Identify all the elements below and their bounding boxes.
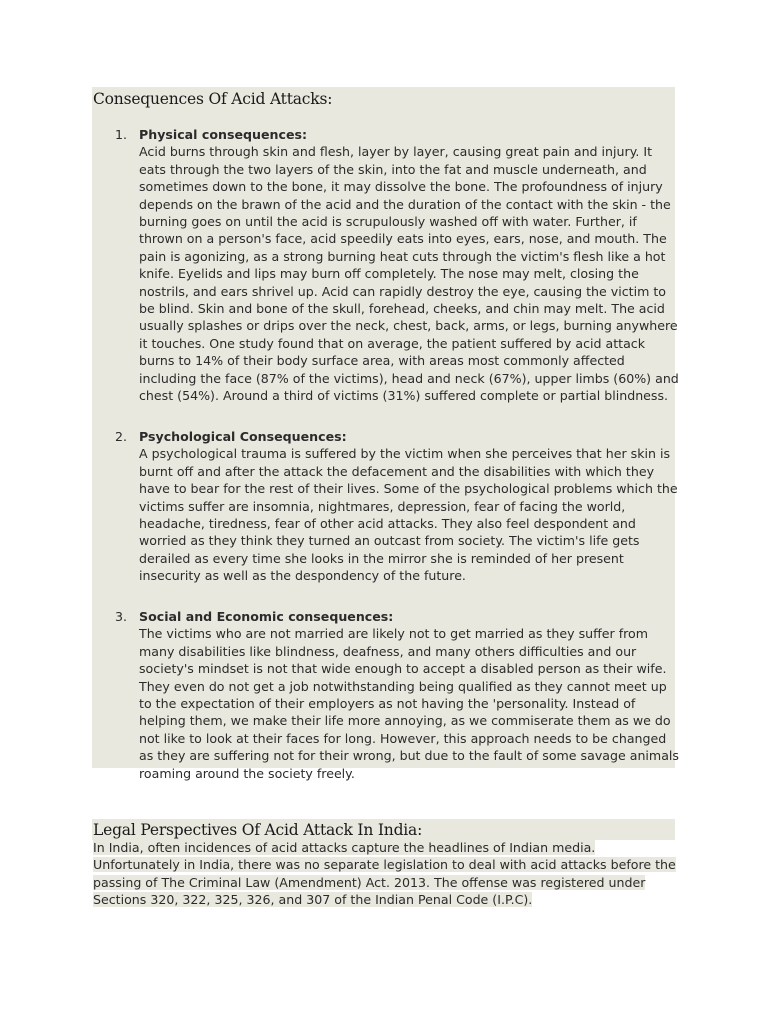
list-item-number: 1. <box>115 127 128 142</box>
consequences-heading: Consequences Of Acid Attacks: <box>93 90 333 108</box>
text-line: chest (54%). Around a third of victims (31%) suffered complete or partial blindness. <box>139 388 669 404</box>
list-item-title: Physical consequences: <box>139 127 308 142</box>
text-line: roaming around the society freely. <box>139 765 355 781</box>
text-line: to the expectation of their employers as not having the 'personality. Instead of <box>139 695 636 711</box>
text-line: headache, tiredness, fear of other acid attacks. They also feel despondent and <box>139 515 636 531</box>
legal-perspectives-heading: Legal Perspectives Of Acid Attack In India: <box>92 819 675 840</box>
text-line: burning goes on until the acid is scrupulously washed off with water. Further, if <box>139 214 637 230</box>
list-item-physical <box>92 120 679 405</box>
legal-paragraph <box>93 839 676 909</box>
text-line: Acid burns through skin and flesh, layer by layer, causing great pain and injury. It <box>139 144 653 160</box>
text-line: The victims who are not married are likely not to get married as they suffer from <box>139 626 649 642</box>
text-line: victims suffer are insomnia, nightmares, depression, fear of facing the world, <box>139 498 626 514</box>
text-line: depends on the brawn of the acid and the duration of the contact with the skin - the <box>139 196 671 212</box>
text-line: not like to look at their faces for long. However, this approach needs to be changed <box>139 730 667 746</box>
text-line: eats through the two layers of the skin, into the fat and muscle underneath, and <box>139 161 647 177</box>
text-line: sometimes down to the bone, it may dissolve the bone. The profoundness of injury <box>139 179 663 195</box>
consequences-list <box>92 120 679 782</box>
text-line: Sections 320, 322, 325, 326, and 307 of the Indian Penal Code (I.P.C). <box>93 892 533 908</box>
text-line: it touches. One study found that on average, the patient suffered by acid attack <box>139 335 646 351</box>
text-line: insecurity as well as the despondency of the future. <box>139 568 466 584</box>
text-line: many disabilities like blindness, deafness, and many others difficulties and our <box>139 643 637 659</box>
list-item-title: Psychological Consequences: <box>139 428 347 444</box>
list-item-social-economic <box>92 602 679 782</box>
list-item-title: Social and Economic consequences: <box>139 608 394 624</box>
text-line: be blind. Skin and bone of the skull, forehead, cheeks, and chin may melt. The acid <box>139 301 665 317</box>
text-line: have to bear for the rest of their lives. Some of the psychological problems which the <box>139 481 678 497</box>
text-line: passing of The Criminal Law (Amendment) Act. 2013. The offense was registered under <box>93 874 646 890</box>
text-line: derailed as every time she looks in the mirror she is reminded of her present <box>139 550 624 566</box>
text-line: society's mindset is not that wide enough to accept a disabled person as their wife. <box>139 661 667 677</box>
text-line: including the face (87% of the victims), head and neck (67%), upper limbs (60%) and <box>139 370 679 386</box>
text-line: as they are suffering not for their wrong, but due to the fault of some savage animals <box>139 748 679 764</box>
text-line: A psychological trauma is suffered by the victim when she perceives that her skin is <box>139 446 671 462</box>
text-line: pain is agonizing, as a strong burning heat cuts through the victim's flesh like a hot <box>139 248 666 264</box>
text-line: burns to 14% of their body surface area, with areas most commonly affected <box>139 353 625 369</box>
text-line: knife. Eyelids and lips may burn off completely. The nose may melt, closing the <box>139 266 639 282</box>
text-line: burnt off and after the attack the defacement and the disabilities with which they <box>139 463 655 479</box>
text-line: worried as they think they turned an outcast from society. The victim's life gets <box>139 533 640 549</box>
text-line: helping them, we make their life more annoying, as we commiserate them as we do <box>139 713 671 729</box>
list-item-number: 3. <box>115 608 128 624</box>
text-line: In India, often incidences of acid attacks capture the headlines of Indian media. <box>93 840 596 855</box>
list-item-number: 2. <box>115 428 128 444</box>
list-item-psychological <box>92 422 678 585</box>
text-line: usually splashes or drips over the neck, chest, back, arms, or legs, burning anywhere <box>139 318 678 334</box>
text-line: nostrils, and ears shrivel up. Acid can rapidly destroy the eye, causing the victim to <box>139 283 667 299</box>
text-line: They even do not get a job notwithstanding being qualified as they cannot meet up <box>139 678 667 694</box>
text-line: Unfortunately in India, there was no separate legislation to deal with acid attacks before the <box>93 857 676 873</box>
text-line: thrown on a person's face, acid speedily eats into eyes, ears, nose, and mouth. The <box>139 231 667 247</box>
